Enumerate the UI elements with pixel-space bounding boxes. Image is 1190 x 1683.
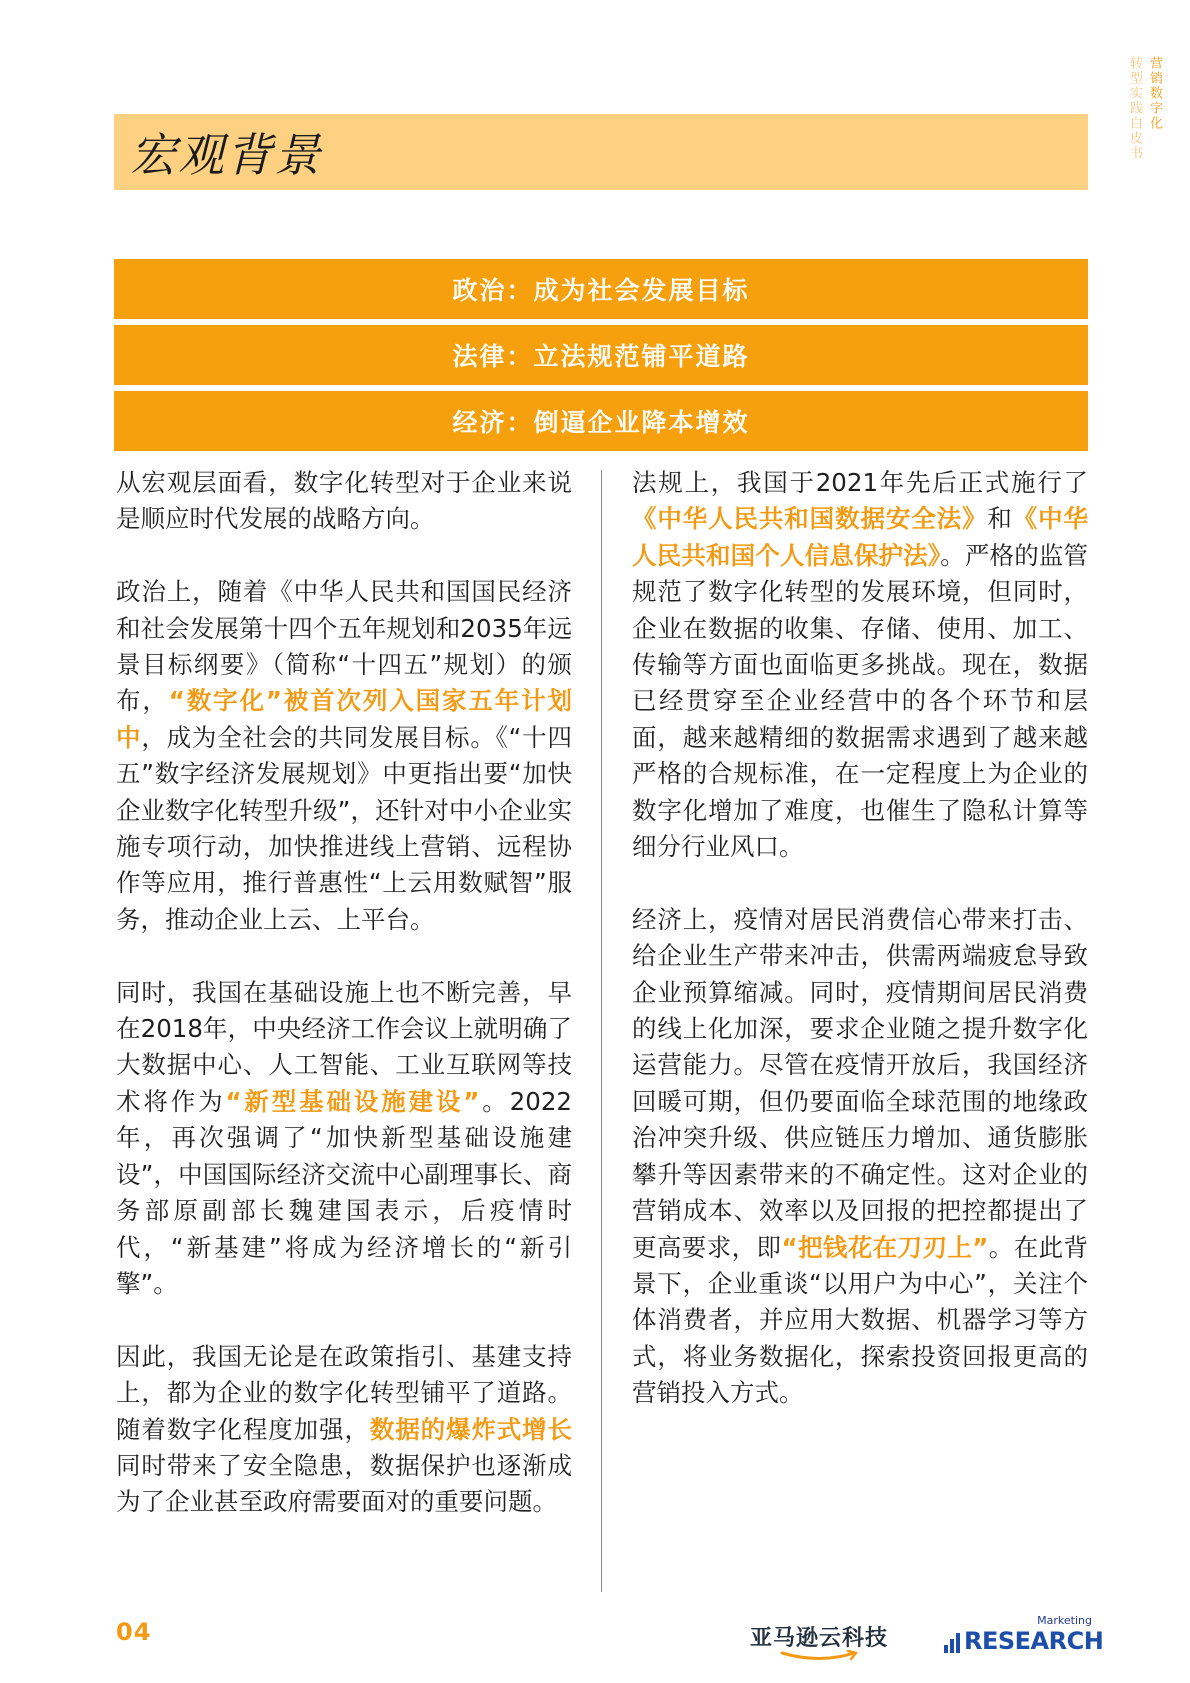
highlight-text: “把钱花在刀刃上” — [781, 1232, 989, 1262]
paragraph-economy — [632, 902, 1088, 1412]
text: 同时，我国在基础设施上也不断完善，早在2018年，中央经济工作会议上就明确了大数据中心、人工智能、工业互联网等技术将作为 — [116, 977, 572, 1116]
aws-logo — [750, 1621, 898, 1661]
section-title: 宏观背景 — [130, 128, 322, 182]
text: 政治上，随着《中华人民共和国国民经济和社会发展第十四个五年规划和2035年远景目标纲要》（简称“十四五”规划）的颁布， — [116, 577, 572, 716]
right-column — [632, 465, 1088, 1448]
highlight-text: “新型基础设施建设” — [225, 1086, 480, 1116]
highlight-text: 《中华人民共和国个人信息保护法》 — [632, 504, 1089, 570]
paragraph-intro — [116, 465, 572, 538]
theme-bar-politics: 政治：成为社会发展目标 — [114, 259, 1088, 319]
paragraph-politics — [116, 574, 572, 938]
text: 同时带来了安全隐患，数据保护也逐渐成为了企业甚至政府需要面对的重要问题。 — [116, 1450, 572, 1517]
logo-research-text: RESEARCH — [964, 1627, 1104, 1655]
highlight-text: 数据的爆炸式增长 — [369, 1414, 573, 1444]
theme-bar-law: 法律：立法规范铺平道路 — [114, 325, 1088, 385]
marketing-research-logo — [944, 1614, 1104, 1656]
paragraph-data-security — [116, 1339, 572, 1521]
text: 法规上，我国于2021年先后正式施行了 — [632, 468, 1088, 497]
logo-bars-icon — [944, 1631, 960, 1653]
left-column — [116, 465, 572, 1557]
section-title-bar — [114, 114, 1088, 190]
page-number: 04 — [116, 1618, 152, 1646]
highlight-text: 《中华人民共和国数据安全法》 — [632, 504, 988, 534]
aws-smile-icon — [780, 1650, 860, 1662]
paragraph-law — [632, 465, 1088, 865]
paragraph-infrastructure — [116, 975, 572, 1303]
text: 。严格的监管规范了数字化转型的发展环境，但同时，企业在数据的收集、存储、使用、加工、传输等方面也面临更多挑战。现在，数据已经贯穿至企业经营中的各个环节和层面，越来越精细的数据需求遇到了越来越严格的合规标准，在一定程度上为企业的数字化增加了难度，也催生了隐私计算等细分行业风口。 — [632, 540, 1089, 862]
logo-marketing-text: Marketing — [1037, 1614, 1092, 1627]
text: 从宏观层面看，数字化转型对于企业来说是顺应时代发展的战略方向。 — [116, 468, 572, 534]
highlight-text: “数字化”被首次列入国家五年计划中 — [116, 686, 573, 752]
text: 经济上，疫情对居民消费信心带来打击、给企业生产带来冲击，供需两端疲怠导致企业预算缩减。同时，疫情期间居民消费的线上化加深，要求企业随之提升数字化运营能力。尽管在疫情开放后，我国经济回暖可期，但仍要面临全球范围的地缘政治冲突升级、供应链压力增加、通货膨胀攀升等因素带来的不确定性。这对企业的营销成本、效率以及回报的把控都提出了更高要求，即 — [632, 904, 1088, 1262]
text: 和 — [987, 504, 1013, 534]
text: ，成为全社会的共同发展目标。《“十四五”数字经济发展规划》中更指出要“加快企业数字化转型升级”，还针对中小企业实施专项行动，加快推进线上营销、远程协作等应用，推行普惠性“上云用数赋智”服务，推动企业上云、上平台。 — [116, 722, 572, 934]
text: 。在此背景下，企业重谈“以用户为中心”，关注个体消费者，并应用大数据、机器学习等方式，将业务数据化，探索投资回报更高的营销投入方式。 — [632, 1232, 1089, 1408]
text: 。2022年，再次强调了“加快新型基础设施建设”，中国国际经济交流中心副理事长、商务部原副部长魏建国表示，后疫情时代，“新基建”将成为经济增长的“新引擎”。 — [116, 1086, 572, 1298]
side-series-subtitle: 转型实践白皮书 — [1127, 56, 1142, 161]
aws-logo-text: 亚马逊云科技 — [750, 1626, 889, 1651]
text: 因此，我国无论是在政策指引、基建支持上，都为企业的数字化转型铺平了道路。随着数字化程度加强， — [116, 1341, 572, 1444]
column-divider — [601, 470, 602, 1592]
theme-bar-economy: 经济：倒逼企业降本增效 — [114, 391, 1088, 451]
side-series-title: 营销数字化 — [1147, 56, 1162, 131]
